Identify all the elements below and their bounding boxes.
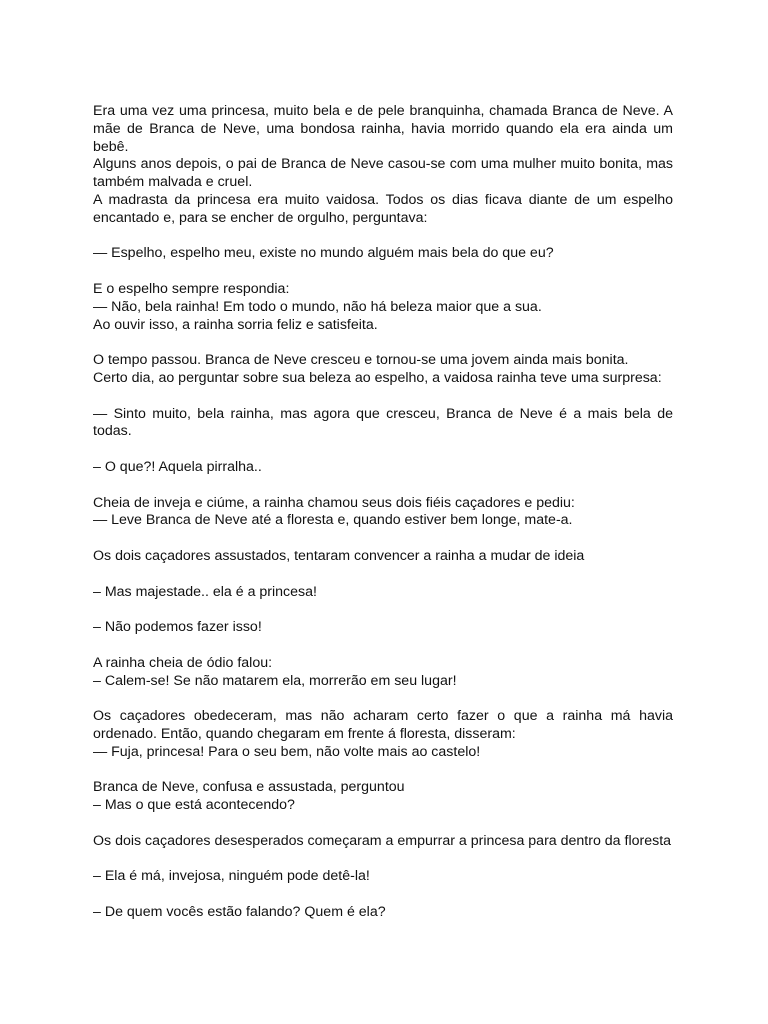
paragraph-gap xyxy=(93,263,673,281)
paragraph-gap xyxy=(93,228,673,246)
paragraph-gap xyxy=(93,886,673,904)
paragraph: Cheia de inveja e ciúme, a rainha chamou seus dois fiéis caçadores e pediu: xyxy=(93,494,575,511)
paragraph: – O que?! Aquela pirralha.. xyxy=(93,458,262,475)
paragraph-gap xyxy=(93,815,673,833)
paragraph: E o espelho sempre respondia: xyxy=(93,280,290,297)
paragraph: – Calem-se! Se não matarem ela, morrerão em seu lugar! xyxy=(93,672,457,689)
paragraph: – Ela é má, invejosa, ninguém pode detê-la! xyxy=(93,868,370,885)
paragraph: – Mas o que está acontecendo? xyxy=(93,797,295,814)
paragraph-gap xyxy=(93,388,673,406)
paragraph: — Fuja, princesa! Para o seu bem, não volte mais ao castelo! xyxy=(93,743,481,760)
paragraph: Era uma vez uma princesa, muito bela e de pele branquinha, chamada Branca de Neve. A mãe de Branca de Neve, uma bondosa rainha, havia morrido quando ela era ainda um bebê. xyxy=(93,103,673,155)
paragraph-gap xyxy=(93,690,673,708)
paragraph: – Não podemos fazer isso! xyxy=(93,619,262,636)
paragraph-gap xyxy=(93,601,673,619)
paragraph-gap xyxy=(93,637,673,655)
paragraph: Alguns anos depois, o pai de Branca de Neve casou-se com uma mulher muito bonita, mas também malvada e cruel. xyxy=(93,156,673,191)
paragraph: A rainha cheia de ódio falou: xyxy=(93,654,273,671)
paragraph: — Não, bela rainha! Em todo o mundo, não há beleza maior que a sua. xyxy=(93,298,542,315)
paragraph: A madrasta da princesa era muito vaidosa. Todos os dias ficava diante de um espelho encantado e, para se encher de orgulho, perguntava: xyxy=(93,191,673,226)
paragraph-gap xyxy=(93,530,673,548)
paragraph: Ao ouvir isso, a rainha sorria feliz e satisfeita. xyxy=(93,316,378,333)
paragraph: — Sinto muito, bela rainha, mas agora que cresceu, Branca de Neve é a mais bela de todas. xyxy=(93,405,673,440)
story-text xyxy=(93,103,673,922)
paragraph-gap xyxy=(93,334,673,352)
paragraph: O tempo passou. Branca de Neve cresceu e tornou-se uma jovem ainda mais bonita. xyxy=(93,352,629,369)
paragraph: Os dois caçadores desesperados começaram a empurrar a princesa para dentro da floresta xyxy=(93,832,672,849)
paragraph: Branca de Neve, confusa e assustada, perguntou xyxy=(93,779,405,796)
paragraph-gap xyxy=(93,441,673,459)
paragraph: — Espelho, espelho meu, existe no mundo alguém mais bela do que eu? xyxy=(93,245,554,262)
paragraph-gap xyxy=(93,850,673,868)
paragraph-gap xyxy=(93,566,673,584)
paragraph: Certo dia, ao perguntar sobre sua beleza ao espelho, a vaidosa rainha teve uma surpresa: xyxy=(93,369,662,386)
paragraph: Os caçadores obedeceram, mas não acharam certo fazer o que a rainha má havia ordenado. Então, quando chegaram em frente á floresta, disseram: xyxy=(93,708,673,742)
paragraph-gap xyxy=(93,761,673,779)
paragraph: Os dois caçadores assustados, tentaram convencer a rainha a mudar de ideia xyxy=(93,547,585,564)
paragraph-gap xyxy=(93,477,673,495)
paragraph: — Leve Branca de Neve até a floresta e, quando estiver bem longe, mate-a. xyxy=(93,512,573,529)
paragraph: – De quem vocês estão falando? Quem é ela? xyxy=(93,903,386,920)
paragraph: – Mas majestade.. ela é a princesa! xyxy=(93,583,317,600)
